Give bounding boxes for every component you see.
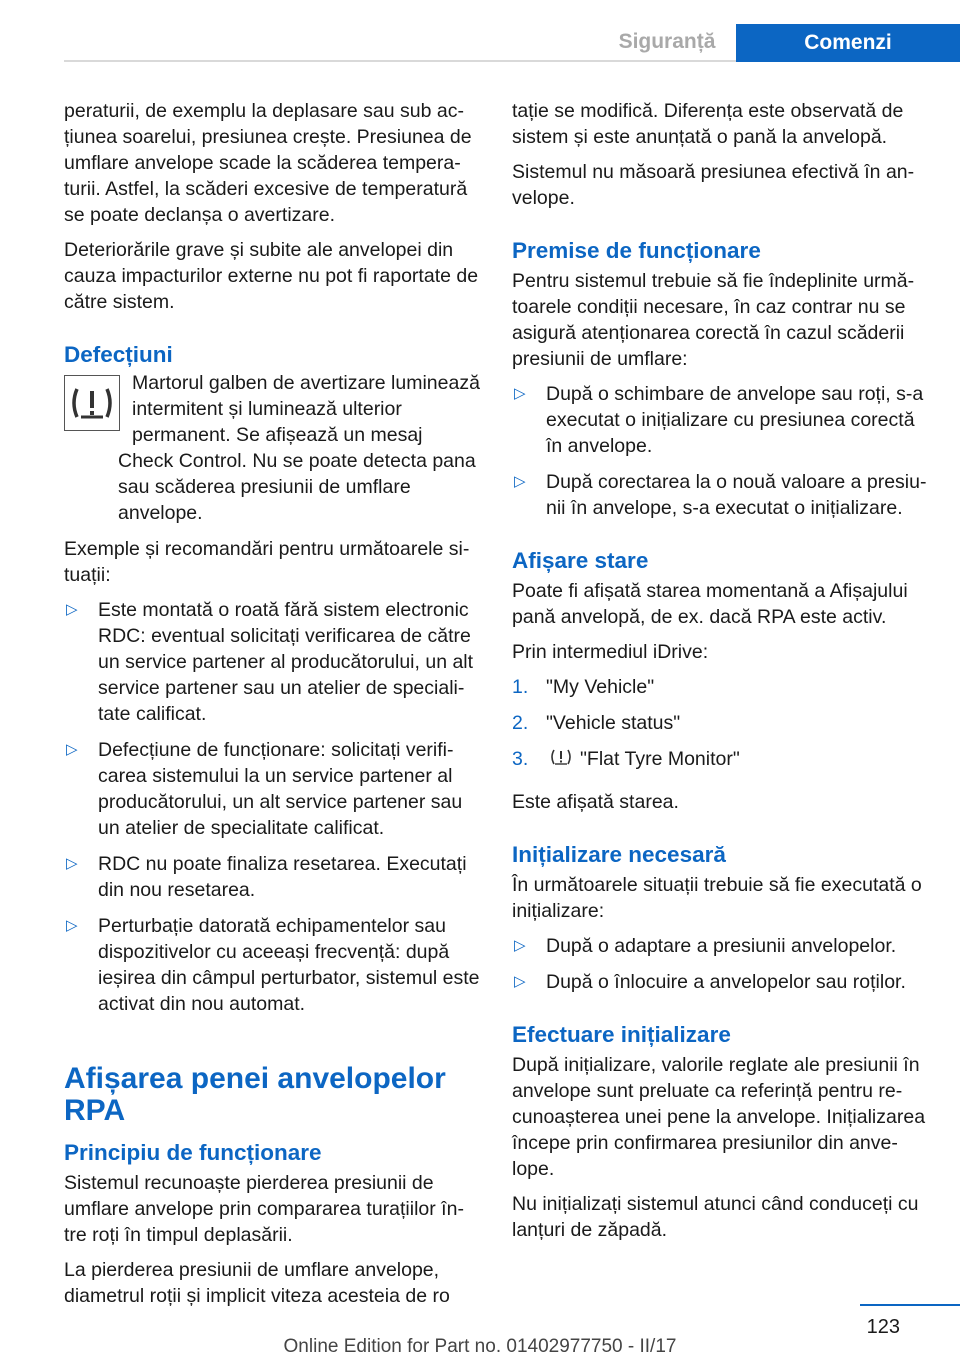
triangle-bullet-icon: ▷ <box>66 741 78 758</box>
paragraph: La pierderea presiunii de umflare anvelope, diametrul roții și implicit viteza acesteia de ro <box>64 1259 450 1307</box>
heading-rpa: Afișarea penei anvelopelor RPA <box>64 1062 446 1127</box>
paragraph: Poate fi afișată starea momentană a Afișajului pană anvelopă, de ex. dacă RPA este activ. <box>512 580 908 628</box>
paragraph: După inițializare, valorile reglate ale presiunii în anvelope sunt preluate ca referință pentru recunoașterea unei pene la anvelope. Inițializarea începe prin confirmarea presiunilor din anvelope. <box>512 1053 926 1180</box>
heading-afisare-stare: Afișare stare <box>512 548 649 573</box>
list-item: 2. "Vehicle status" <box>512 712 681 734</box>
list-item: 3. "Flat Tyre Monitor" <box>512 746 928 773</box>
triangle-bullet-icon: ▷ <box>514 473 526 490</box>
triangle-bullet-icon: ▷ <box>514 936 526 954</box>
paragraph: Sistemul recunoaște pierderea presiunii de umflare anvelope prin compararea turațiilor între roți în timpul deplasării. <box>64 1172 464 1246</box>
edition-footer: Online Edition for Part no. 01402977750 - II/17 <box>283 1336 677 1357</box>
list-item: ▷ După corectarea la o nouă valoare a presiunii în anvelope, s-a executat o inițializare. <box>514 471 927 519</box>
triangle-bullet-icon: ▷ <box>66 855 78 872</box>
paragraph: peraturii, de exemplu la deplasare sau sub acțiunea soarelui, presiunea crește. Presiunea de umflare anvelope scade la scăderea temperaturii. Astfel, la scăderi excesive de temperatură se poate declanșa o avertizare. <box>64 100 472 226</box>
paragraph: Este afișată starea. <box>512 790 679 813</box>
list-item: ▷ Defecțiune de funcționare: solicitați verificarea sistemului la un service partener al producătorului, un alt service partener sau un atelier de specialitate calificat. <box>66 739 463 839</box>
list-item: ▷ Este montată o roată fără sistem electronic RDC: eventual solicitați verificarea de către un service partener al producătorului, un alt service partener sau un atelier de specialitate calificat. <box>66 599 474 725</box>
triangle-bullet-icon: ▷ <box>514 385 526 402</box>
bullet-list <box>512 933 928 995</box>
page-number: 123 <box>866 1316 900 1338</box>
list-item: ▷ După o înlocuire a anvelopelor sau roților. <box>514 970 906 993</box>
triangle-bullet-icon: ▷ <box>514 972 526 990</box>
heading-initializare-necesara: Inițializare necesară <box>512 841 726 867</box>
heading-principiu: Principiu de funcționare <box>64 1140 322 1165</box>
paragraph: Pentru sistemul trebuie să fie îndeplinite următoarele condiții necesare, în caz contrar nu se asigură atenționarea corectă în cazul scăderii presiunii de umflare: <box>512 270 915 370</box>
paragraph: În următoarele situații trebuie să fie executată o inițializare: <box>512 873 922 922</box>
triangle-bullet-icon: ▷ <box>66 917 78 934</box>
bullet-list <box>64 597 480 1017</box>
paragraph: Exemple și recomandări pentru următoarele situații: <box>64 538 470 586</box>
tab-comenzi[interactable]: Comenzi <box>736 24 960 62</box>
list-item: ▷ După o schimbare de anvelope sau roți, s-a executat o inițializare cu presiunea corectă în anvelope. <box>514 383 924 457</box>
warning-block <box>64 370 480 526</box>
paragraph: Prin intermediul iDrive: <box>512 641 709 663</box>
heading-defectiuni: Defecțiuni <box>64 342 173 367</box>
triangle-bullet-icon: ▷ <box>66 601 78 618</box>
paragraph: Sistemul nu măsoară presiunea efectivă în anvelope. <box>512 161 915 209</box>
list-item: 1. "My Vehicle" <box>512 676 655 698</box>
list-item: ▷ Perturbație datorată echipamentelor sau dispozitivelor cu aceeași frecvență: după ieșirea din câmpul perturbator, sistemul este activat din nou automat. <box>66 915 480 1015</box>
heading-premise: Premise de funcționare <box>512 238 761 263</box>
paragraph: Nu inițializați sistemul atunci când conduceți cu lanțuri de zăpadă. <box>512 1192 919 1241</box>
tyre-pressure-warning-icon <box>64 375 120 431</box>
paragraph: tație se modifică. Diferența este observată de sistem și este anunțată o pană la anvelopă. <box>512 100 904 148</box>
tab-siguranta[interactable]: Siguranță <box>618 30 716 53</box>
list-item: ▷ RDC nu poate finaliza resetarea. Executați din nou resetarea. <box>66 853 467 901</box>
step-list <box>512 674 928 773</box>
list-item: ▷ După o adaptare a presiunii anvelopelor. <box>514 934 897 957</box>
flat-tyre-icon <box>550 747 572 773</box>
heading-efectuare-initializare: Efectuare inițializare <box>512 1021 731 1047</box>
bullet-list <box>512 381 928 521</box>
left-column <box>64 98 480 1318</box>
right-column <box>512 98 928 1252</box>
footer-rule <box>860 1304 960 1306</box>
warning-text: Martorul galben de avertizare luminează intermitent și luminează ulterior permanent. Se afișează un mesaj Check Control. Nu se poate detecta pana sau scăderea presiunii de umflare anvelope. <box>118 372 480 524</box>
paragraph: Deteriorările grave și subite ale anvelopei din cauza impacturilor externe nu pot fi raportate de către sistem. <box>64 239 479 313</box>
